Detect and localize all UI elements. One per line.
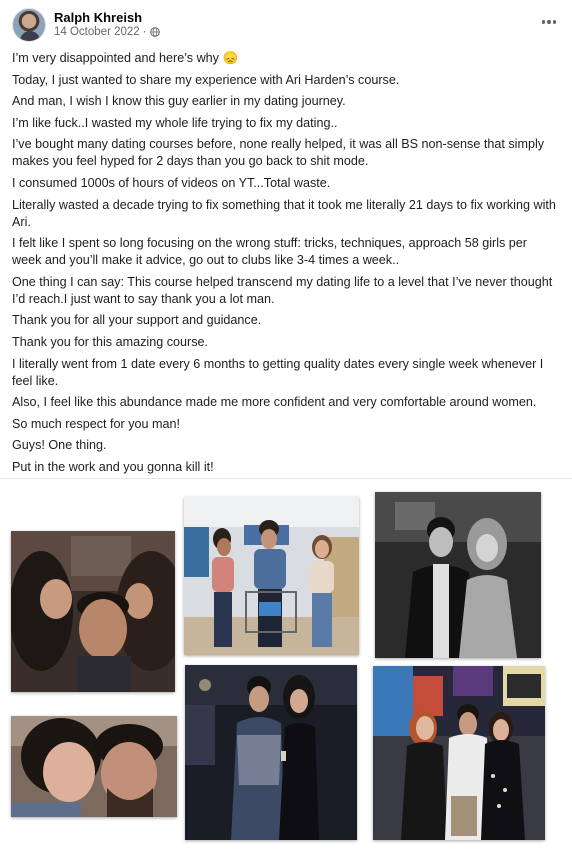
post-paragraph: Thank you for this amazing course. xyxy=(12,334,208,349)
photo-selfie-couple[interactable] xyxy=(11,716,177,817)
post-paragraph: And man, I wish I know this guy earlier in my dating journey. xyxy=(12,94,346,109)
post-header xyxy=(12,8,560,42)
photo-store-group[interactable] xyxy=(184,497,359,655)
post-paragraph: I’ve bought many dating courses before, none really helped, it was all BS non-sense that simply makes you feel hyped for 2 days than you go back to shit mode. xyxy=(12,137,545,169)
post-paragraph: I literally went from 1 date every 6 months to getting quality dates every single week whenever I feel like. xyxy=(12,356,544,388)
photo-times-square-group[interactable] xyxy=(373,666,545,840)
avatar[interactable] xyxy=(12,8,46,42)
post-paragraph: Guys! One thing. xyxy=(12,438,107,453)
photo-night-couple[interactable] xyxy=(185,665,357,840)
photo-selfie-kiss[interactable] xyxy=(11,531,175,692)
post-paragraph: I felt like I spent so long focusing on the wrong stuff: tricks, techniques, approach 58 girls per week and you’ll make it advice, go out to clubs like 3-4 times a week.. xyxy=(12,236,527,268)
post-body xyxy=(12,50,558,481)
more-options-icon[interactable] xyxy=(538,14,560,30)
photo-bw-couple[interactable] xyxy=(375,492,541,658)
photo-collage xyxy=(0,479,572,852)
post-paragraph: I’m very disappointed and here’s why 😞 xyxy=(12,51,239,65)
post-paragraph: Put in the work and you gonna kill it! xyxy=(12,459,214,474)
post-paragraph: Also, I feel like this abundance made me more confident and very comfortable around women. xyxy=(12,395,537,410)
post-paragraph: Today, I just wanted to share my experience with Ari Harden’s course. xyxy=(12,72,400,87)
post-paragraph: I’m like fuck..I wasted my whole life trying to fix my dating.. xyxy=(12,115,338,130)
author-name[interactable]: Ralph Khreish xyxy=(54,10,143,25)
post-paragraph: So much respect for you man! xyxy=(12,416,180,431)
post-date[interactable]: 14 October 2022 xyxy=(54,26,140,38)
post-paragraph: Literally wasted a decade trying to fix something that it took me literally 21 days to fix working with Ari. xyxy=(12,197,556,229)
post-paragraph: Thank you for all your support and guidance. xyxy=(12,313,262,328)
post-paragraph: One thing I can say: This course helped transcend my dating life to a level that I’ve never thought I’d reach.I just want to say thank you a lot man. xyxy=(12,274,553,306)
post-meta xyxy=(54,26,160,38)
post-paragraph: I consumed 1000s of hours of videos on YT...Total waste. xyxy=(12,175,331,190)
meta-separator: · xyxy=(142,26,147,38)
globe-icon xyxy=(150,27,160,37)
